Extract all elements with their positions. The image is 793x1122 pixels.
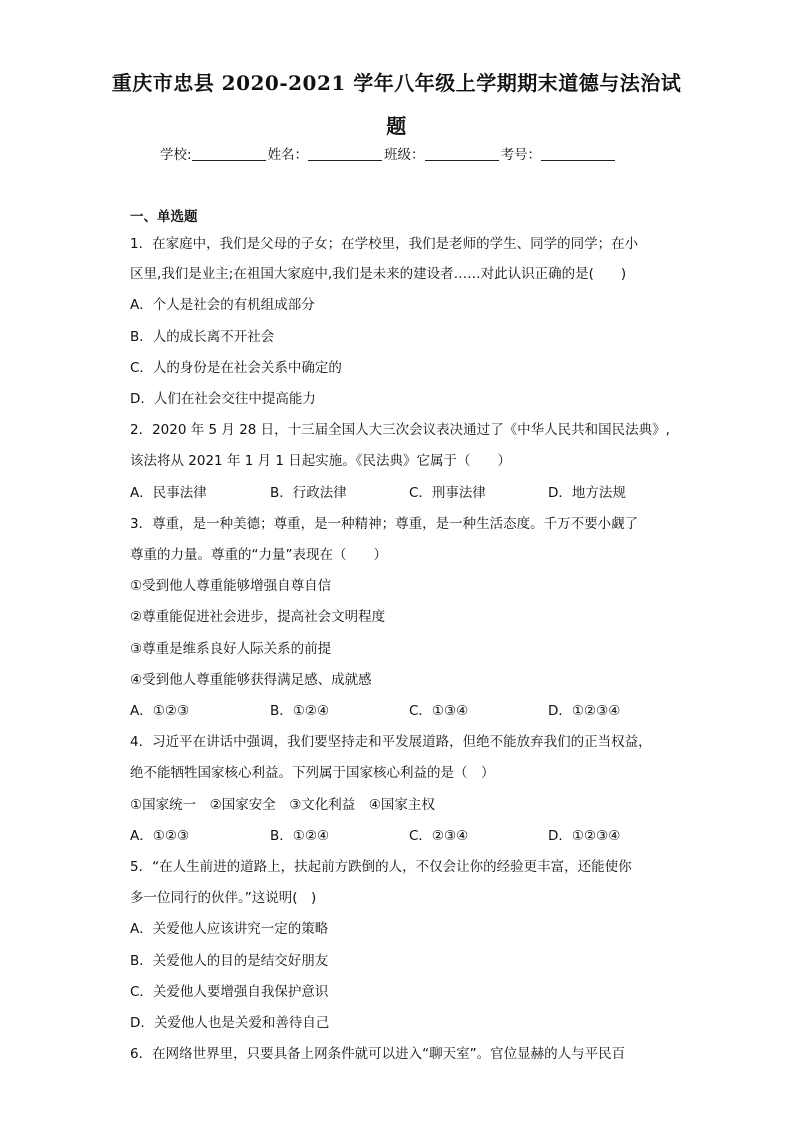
name-label: 姓名： [267,147,309,163]
q1-stem-line2: 区里,我们是业主;在祖国大家庭中,我们是未来的建设者……对此认识正确的是( ) [130,266,627,282]
q5-option-d: D．关爱他人也是关爱和善待自己 [130,1015,330,1031]
q2-option-b: B．行政法律 [270,485,347,501]
q5-option-a: A．关爱他人应该讲究一定的策略 [130,921,329,937]
class-label: 班级： [384,147,425,163]
q3-option-a: A．①②③ [130,703,190,719]
school-blank [192,146,266,161]
q1-option-c: C．人的身份是在社会关系中确定的 [130,360,342,376]
name-blank [308,146,382,161]
q4-option-a: A．①②③ [130,828,190,844]
q3-stem-line2: 尊重的力量。尊重的“力量”表现在（ ） [130,547,387,563]
q2-stem-line1: 2．2020 年 5 月 28 日，十三届全国人大三次会议表决通过了《中华人民共和国民法典》, [130,422,670,438]
q3-stem-line1: 3．尊重，是一种美德；尊重，是一种精神；尊重，是一种生活态度。千万不要小觑了 [130,516,639,532]
q4-option-c: C．②③④ [409,828,469,844]
q1-option-a: A．个人是社会的有机组成部分 [130,297,315,313]
q6-stem-line1: 6．在网络世界里，只要具备上网条件就可以进入“聊天室”。官位显赫的人与平民百 [130,1046,626,1062]
student-info-row [160,146,640,164]
q3-statement-4: ④受到他人尊重能够获得满足感、成就感 [130,672,372,688]
section-heading: 一、单选题 [130,209,198,225]
q3-statement-3: ③尊重是维系良好人际关系的前提 [130,641,332,657]
class-blank [425,146,499,161]
q2-option-d: D．地方法规 [548,485,626,501]
q3-option-d: D．①②③④ [548,703,621,719]
q4-items: ①国家统一 ②国家安全 ③文化利益 ④国家主权 [130,797,435,813]
q1-stem-line1: 1．在家庭中，我们是父母的子女；在学校里，我们是老师的学生、同学的同学；在小 [130,236,639,252]
q3-statement-2: ②尊重能促进社会进步，提高社会文明程度 [130,609,386,625]
q5-stem-line2: 多一位同行的伙伴。”这说明( ) [130,890,317,906]
q4-option-d: D．①②③④ [548,828,621,844]
exam-no-blank [541,146,615,161]
exam-title-line1: 重庆市忠县 2020-2021 学年八年级上学期期末道德与法治试 [111,71,682,95]
q5-option-b: B．关爱他人的目的是结交好朋友 [130,953,329,969]
q4-option-b: B．①②④ [270,828,330,844]
q4-stem-line1: 4．习近平在讲话中强调，我们要坚持走和平发展道路，但绝不能放弃我们的正当权益， [130,734,652,750]
q2-stem-line2: 该法将从 2021 年 1 月 1 日起实施。《民法典》它属于（ ） [130,453,512,469]
q3-option-c: C．①③④ [409,703,469,719]
q4-stem-line2: 绝不能牺牲国家核心利益。下列属于国家核心利益的是（ ） [130,765,495,781]
school-label: 学校: [160,147,192,163]
exam-title-line2: 题 [386,114,407,138]
q1-option-b: B．人的成长离不开社会 [130,329,275,345]
q2-option-c: C．刑事法律 [409,485,486,501]
q2-option-a: A．民事法律 [130,485,207,501]
q5-stem-line1: 5．“在人生前进的道路上，扶起前方跌倒的人，不仅会让你的经验更丰富，还能使你 [130,859,632,875]
q1-option-d: D．人们在社会交往中提高能力 [130,391,316,407]
q3-statement-1: ①受到他人尊重能够增强自尊自信 [130,578,332,594]
q3-option-b: B．①②④ [270,703,330,719]
q5-option-c: C．关爱他人要增强自我保护意识 [130,984,329,1000]
exam-no-label: 考号： [500,147,542,163]
